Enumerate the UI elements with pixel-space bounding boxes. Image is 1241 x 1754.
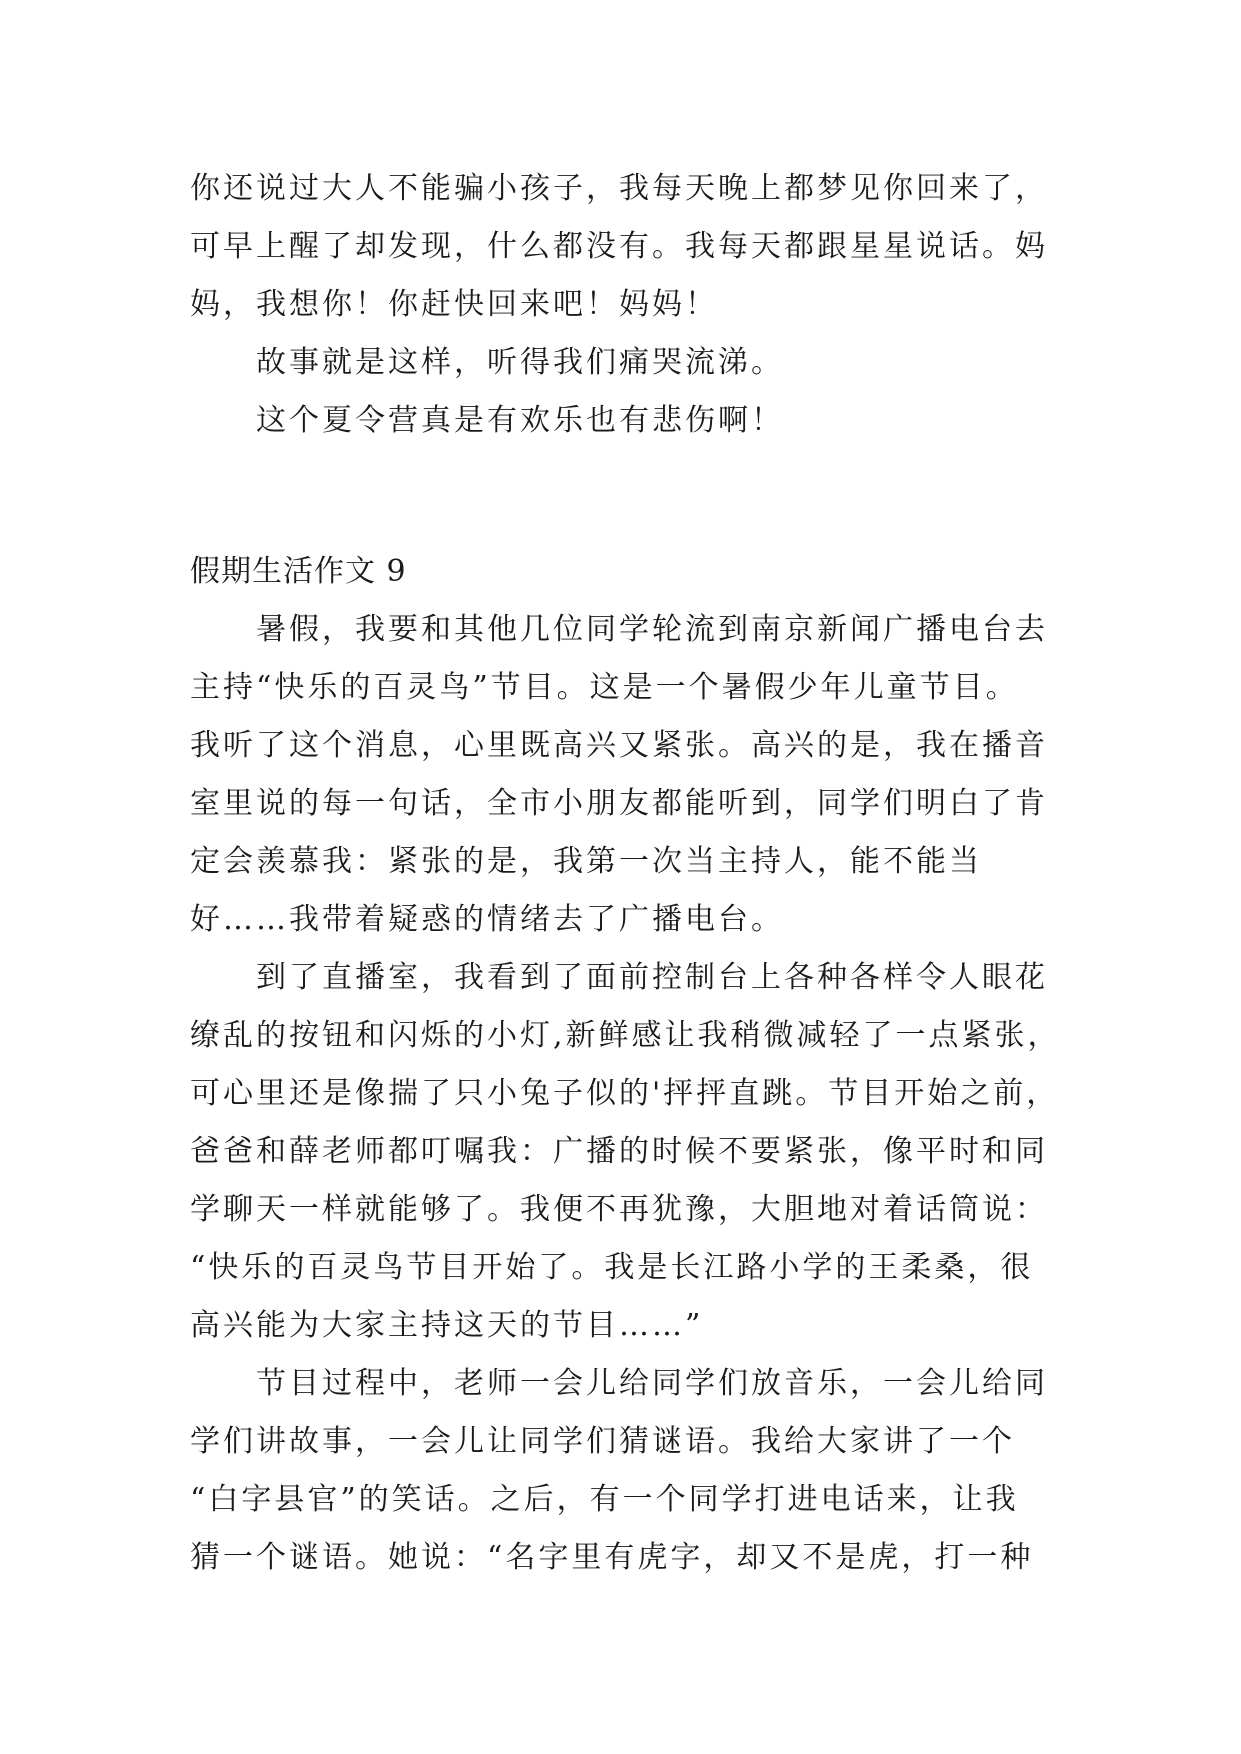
text-line: 主持“快乐的百灵鸟”节目。这是一个暑假少年儿童节目。 [190,670,1019,705]
text-line: 爸爸和薛老师都叮嘱我：广播的时候不要紧张，像平时和同 [190,1134,1048,1169]
text-line: 缭乱的按钮和闪烁的小灯,新鲜感让我稍微减轻了一点紧张， [190,1018,1061,1053]
text-line: 可早上醒了却发现，什么都没有。我每天都跟星星说话。妈 [190,229,1048,264]
text-line: 到了直播室，我看到了面前控制台上各种各样令人眼花 [256,960,1048,995]
paragraph-camp-summary: 这个夏令营真是有欢乐也有悲伤啊！ [256,403,784,438]
text-line: 我听了这个消息，心里既高兴又紧张。高兴的是，我在播音 [190,728,1048,763]
text-line: 定会羡慕我：紧张的是，我第一次当主持人，能不能当 [190,844,982,879]
text-line: 妈，我想你！你赶快回来吧！妈妈！ [190,287,718,322]
section-gap [190,450,1090,543]
text-line: 可心里还是像揣了只小兔子似的'抨抨直跳。节目开始之前， [190,1076,1060,1111]
text-line: 节目过程中，老师一会儿给同学们放音乐，一会儿给同 [256,1366,1048,1401]
text-line: 学聊天一样就能够了。我便不再犹豫，大胆地对着话筒说： [190,1192,1048,1227]
text-line: 你还说过大人不能骗小孩子，我每天晚上都梦见你回来了， [190,171,1048,206]
text-line: 高兴能为大家主持这天的节目……” [190,1308,704,1343]
paragraph-story-end: 故事就是这样，听得我们痛哭流涕。 [256,345,784,380]
text-line: “快乐的百灵鸟节目开始了。我是长江路小学的王柔桑，很 [190,1250,1034,1285]
text-line: 学们讲故事，一会儿让同学们猜谜语。我给大家讲了一个 [190,1424,1015,1459]
text-line: 暑假，我要和其他几位同学轮流到南京新闻广播电台去 [256,612,1048,647]
document-body [190,160,1090,1587]
text-line: 好……我带着疑惑的情绪去了广播电台。 [190,902,784,937]
section-heading: 假期生活作文 9 [190,554,407,589]
text-line: 室里说的每一句话，全市小朋友都能听到，同学们明白了肯 [190,786,1048,821]
text-line: 猜一个谜语。她说：“名字里有虎字，却又不是虎，打一种 [190,1540,1034,1575]
text-line: “白字县官”的笑话。之后，有一个同学打进电话来，让我 [190,1482,1019,1517]
